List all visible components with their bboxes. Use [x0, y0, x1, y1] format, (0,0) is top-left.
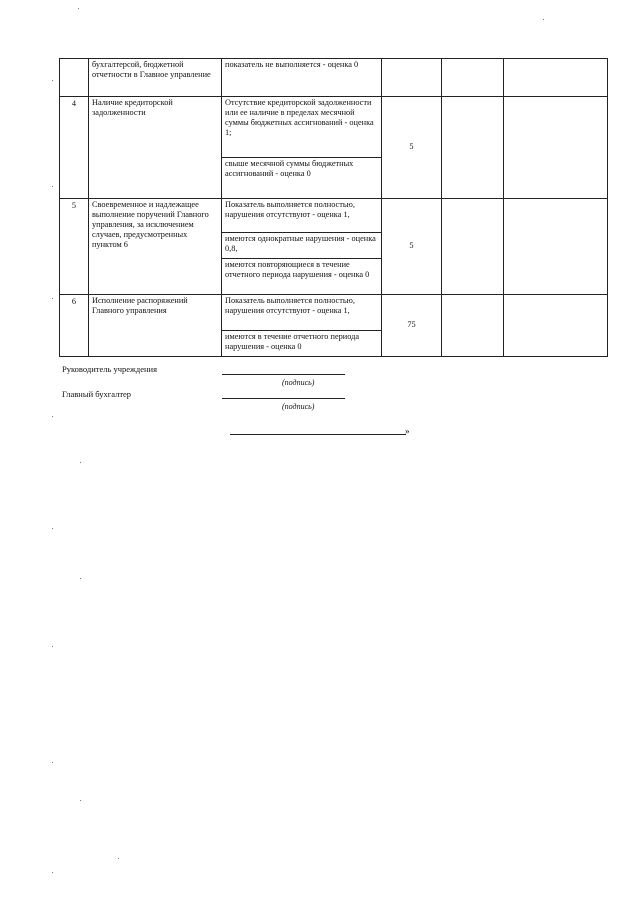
head-label: Руководитель учреждения	[62, 364, 158, 374]
accountant-label: Главный бухгалтер	[62, 389, 132, 399]
scan-speck	[52, 872, 53, 873]
empty-cell	[442, 97, 504, 199]
scan-speck	[52, 186, 53, 187]
condition-text: имеются однократные нарушения - оценка 0,8,	[222, 233, 381, 259]
table-row	[60, 97, 608, 199]
condition-text: свыше месячной суммы бюджетных ассигнований - оценка 0	[225, 159, 354, 179]
scan-speck	[52, 646, 53, 647]
scan-speck	[52, 528, 53, 529]
condition-text: показатель не выполняется - оценка 0	[225, 60, 359, 69]
row-number: 5	[60, 199, 89, 295]
score-cell: 5	[382, 199, 442, 295]
empty-cell	[442, 199, 504, 295]
criterion-cell: Своевременное и надлежащее выполнение поручений Главного управления, за исключением случаев, предусмотренных пунктом 6	[89, 199, 222, 295]
score-cell	[382, 59, 442, 97]
signature-hint: (подпись)	[282, 378, 315, 387]
table-row	[60, 199, 608, 295]
empty-cell	[442, 295, 504, 357]
scan-speck	[543, 19, 544, 20]
scan-speck	[80, 578, 81, 579]
closing-quote: »	[405, 426, 410, 436]
scan-speck	[52, 762, 53, 763]
empty-cell	[504, 199, 608, 295]
condition-text: имеются повторяющиеся в течение отчетного периода нарушения - оценка 0	[225, 260, 370, 280]
head-signature-line	[222, 374, 345, 375]
scan-speck	[78, 8, 79, 9]
table-row	[60, 295, 608, 357]
accountant-signature-line	[222, 398, 345, 399]
scan-speck	[52, 416, 53, 417]
criteria-table	[59, 58, 608, 357]
empty-cell	[442, 59, 504, 97]
criterion-cell: бухгалтерсой, бюджетной отчетности в Главное управление	[89, 59, 222, 97]
conditions-cell	[222, 199, 382, 295]
score-cell: 5	[382, 97, 442, 199]
conditions-cell	[222, 97, 382, 199]
empty-cell	[504, 97, 608, 199]
conditions-cell	[222, 59, 382, 97]
row-number	[60, 59, 89, 97]
criterion-cell: Наличие кредиторской задолженности	[89, 97, 222, 199]
scan-speck	[80, 462, 81, 463]
condition-text: имеются в течение отчетного периода нарушения - оценка 0	[225, 332, 360, 352]
signature-hint: (подпись)	[282, 402, 315, 411]
scan-speck	[52, 80, 53, 81]
closing-line	[230, 434, 406, 435]
empty-cell	[504, 295, 608, 357]
condition-text: Показатель выполняется полностью, нарушения отсутствуют - оценка 1,	[222, 199, 381, 233]
condition-text: Показатель выполняется полностью, нарушения отсутствуют - оценка 1,	[222, 295, 381, 331]
condition-text: Отсутствие кредиторской задолженности или ее наличие в пределах месячной суммы бюджетных ассигнований - оценка 1;	[222, 97, 381, 158]
row-number: 6	[60, 295, 89, 357]
scan-speck	[80, 800, 81, 801]
conditions-cell	[222, 295, 382, 357]
scan-speck	[52, 298, 53, 299]
row-number: 4	[60, 97, 89, 199]
score-cell: 75	[382, 295, 442, 357]
scan-speck	[118, 858, 119, 859]
empty-cell	[504, 59, 608, 97]
criterion-cell: Исполнение распоряжений Главного управления	[89, 295, 222, 357]
table-row	[60, 59, 608, 97]
